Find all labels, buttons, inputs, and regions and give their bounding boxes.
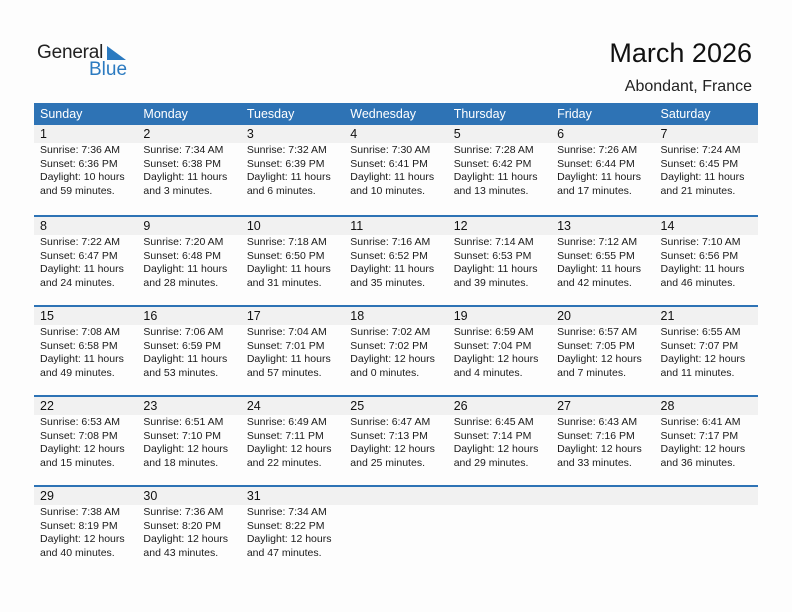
daylight-text: and 21 minutes. — [660, 184, 736, 197]
daylight-text: and 29 minutes. — [453, 456, 529, 469]
sunrise-text: Sunrise: 7:38 AM — [40, 506, 120, 518]
daylight-text: and 49 minutes. — [40, 366, 115, 379]
day-number: 8 — [40, 219, 47, 233]
day-cell — [448, 235, 551, 290]
day-number: 13 — [557, 219, 572, 233]
daylight-text: Daylight: 11 hours — [40, 353, 124, 366]
sunrise-text: Sunrise: 7:06 AM — [143, 326, 224, 338]
sunset-text: Sunset: 6:48 PM — [143, 249, 222, 262]
day-info-band — [34, 415, 758, 470]
day-cell — [241, 415, 344, 470]
day-cell — [34, 505, 137, 560]
daylight-text: and 59 minutes. — [40, 184, 115, 197]
sunset-text: Sunset: 8:20 PM — [143, 519, 222, 532]
daylight-text: and 24 minutes. — [40, 276, 115, 289]
sunset-text: Sunset: 7:08 PM — [40, 429, 118, 442]
day-number: 5 — [453, 127, 461, 141]
sunrise-text: Sunrise: 7:22 AM — [40, 236, 120, 248]
daylight-text: and 31 minutes. — [246, 276, 322, 289]
daylight-text: Daylight: 12 hours — [40, 443, 125, 456]
sunrise-text: Sunrise: 7:14 AM — [453, 236, 534, 248]
day-cell — [551, 505, 654, 560]
weekday-thursday: Thursday — [453, 107, 506, 121]
daylight-text: and 3 minutes. — [143, 184, 213, 197]
logo-general-text: General — [37, 42, 104, 63]
day-number: 20 — [557, 309, 572, 323]
sunset-text: Sunset: 6:39 PM — [246, 157, 325, 170]
week-row — [34, 215, 758, 305]
logo-blue-text: Blue — [89, 59, 128, 80]
day-cell — [655, 505, 758, 560]
daylight-text: and 4 minutes. — [453, 366, 523, 379]
sunrise-text: Sunrise: 7:18 AM — [246, 236, 327, 248]
day-number: 27 — [557, 399, 572, 413]
daylight-text: Daylight: 12 hours — [350, 443, 435, 456]
day-number: 18 — [350, 309, 365, 323]
day-number-band — [34, 307, 758, 325]
daylight-text: Daylight: 11 hours — [143, 263, 228, 276]
sunrise-text: Sunrise: 6:53 AM — [40, 416, 120, 428]
daylight-text: Daylight: 12 hours — [246, 443, 332, 456]
daylight-text: and 25 minutes. — [350, 456, 425, 469]
day-number: 31 — [246, 489, 261, 503]
sunset-text: Sunset: 6:47 PM — [40, 249, 118, 262]
day-info-band — [34, 325, 758, 380]
day-cell — [551, 235, 654, 290]
sunrise-text: Sunrise: 7:34 AM — [143, 144, 224, 156]
day-number — [551, 487, 654, 505]
sunset-text: Sunset: 6:52 PM — [350, 249, 428, 262]
daylight-text: Daylight: 11 hours — [557, 263, 641, 276]
sunset-text: Sunset: 7:11 PM — [246, 429, 324, 442]
daylight-text: and 36 minutes. — [660, 456, 736, 469]
sunset-text: Sunset: 8:19 PM — [40, 519, 118, 532]
daylight-text: Daylight: 12 hours — [143, 533, 229, 546]
daylight-text: Daylight: 12 hours — [143, 443, 229, 456]
sunset-text: Sunset: 8:22 PM — [246, 519, 325, 532]
day-number: 25 — [350, 399, 365, 413]
daylight-text: Daylight: 12 hours — [557, 353, 642, 366]
day-number: 17 — [246, 309, 261, 323]
daylight-text: Daylight: 11 hours — [143, 171, 228, 184]
sunrise-text: Sunrise: 7:16 AM — [350, 236, 431, 248]
day-cell — [241, 143, 344, 198]
day-number: 24 — [246, 399, 261, 413]
sunset-text: Sunset: 7:14 PM — [453, 429, 532, 442]
day-number-band — [34, 487, 758, 505]
sunrise-text: Sunrise: 7:10 AM — [660, 236, 741, 248]
daylight-text: Daylight: 11 hours — [246, 353, 331, 366]
sunrise-text: Sunrise: 7:36 AM — [40, 144, 120, 156]
sunset-text: Sunset: 6:56 PM — [660, 249, 739, 262]
daylight-text: and 46 minutes. — [660, 276, 736, 289]
daylight-text: and 11 minutes. — [660, 366, 735, 379]
sunrise-text: Sunrise: 6:49 AM — [246, 416, 327, 428]
daylight-text: Daylight: 12 hours — [660, 353, 746, 366]
sunrise-text: Sunrise: 7:26 AM — [557, 144, 638, 156]
sunrise-text: Sunrise: 6:57 AM — [557, 326, 638, 338]
sunset-text: Sunset: 6:42 PM — [453, 157, 532, 170]
day-number: 9 — [143, 219, 151, 233]
day-cell — [655, 235, 758, 290]
day-number: 30 — [143, 489, 158, 503]
day-number: 7 — [660, 127, 668, 141]
sunset-text: Sunset: 7:10 PM — [143, 429, 222, 442]
day-cell — [344, 505, 447, 560]
day-number-band — [34, 125, 758, 143]
sunset-text: Sunset: 6:53 PM — [453, 249, 532, 262]
day-cell — [34, 415, 137, 470]
daylight-text: and 0 minutes. — [350, 366, 420, 379]
daylight-text: Daylight: 11 hours — [660, 171, 745, 184]
day-info-band — [34, 505, 758, 560]
day-number: 29 — [40, 489, 54, 503]
daylight-text: and 7 minutes. — [557, 366, 626, 379]
daylight-text: Daylight: 11 hours — [143, 353, 228, 366]
sunrise-text: Sunrise: 7:30 AM — [350, 144, 431, 156]
location-label: Abondant, France — [624, 78, 752, 95]
daylight-text: Daylight: 12 hours — [350, 353, 435, 366]
day-cell — [551, 143, 654, 198]
sunrise-text: Sunrise: 6:41 AM — [660, 416, 741, 428]
day-number: 10 — [246, 219, 261, 233]
sunset-text: Sunset: 6:55 PM — [557, 249, 635, 262]
sunset-text: Sunset: 6:58 PM — [40, 339, 118, 352]
daylight-text: Daylight: 11 hours — [350, 263, 435, 276]
day-number: 3 — [246, 127, 254, 141]
sunset-text: Sunset: 6:44 PM — [557, 157, 635, 170]
day-cell — [344, 143, 447, 198]
sunrise-text: Sunrise: 6:43 AM — [557, 416, 638, 428]
sunrise-text: Sunrise: 6:47 AM — [350, 416, 431, 428]
day-number: 16 — [143, 309, 158, 323]
day-number: 1 — [40, 127, 47, 141]
day-cell — [34, 325, 137, 380]
sunrise-text: Sunrise: 7:12 AM — [557, 236, 638, 248]
day-number: 19 — [453, 309, 468, 323]
day-cell — [137, 415, 240, 470]
sunrise-text: Sunrise: 6:55 AM — [660, 326, 741, 338]
sunset-text: Sunset: 7:02 PM — [350, 339, 428, 352]
calendar — [34, 103, 758, 575]
daylight-text: and 28 minutes. — [143, 276, 219, 289]
day-number: 4 — [350, 127, 358, 141]
sunrise-text: Sunrise: 7:04 AM — [246, 326, 327, 338]
sunrise-text: Sunrise: 7:36 AM — [143, 506, 224, 518]
daylight-text: and 40 minutes. — [40, 546, 115, 559]
sunset-text: Sunset: 7:05 PM — [557, 339, 635, 352]
daylight-text: Daylight: 11 hours — [453, 171, 538, 184]
sunset-text: Sunset: 7:17 PM — [660, 429, 739, 442]
day-info-band — [34, 143, 758, 198]
day-number: 15 — [40, 309, 54, 323]
daylight-text: Daylight: 11 hours — [246, 171, 331, 184]
daylight-text: Daylight: 12 hours — [40, 533, 125, 546]
day-number: 26 — [453, 399, 468, 413]
day-cell — [137, 325, 240, 380]
sunset-text: Sunset: 7:04 PM — [453, 339, 532, 352]
day-cell — [344, 325, 447, 380]
daylight-text: and 33 minutes. — [557, 456, 632, 469]
day-number: 23 — [143, 399, 158, 413]
sunrise-text: Sunrise: 7:28 AM — [453, 144, 534, 156]
day-number: 11 — [350, 219, 364, 233]
sunset-text: Sunset: 7:07 PM — [660, 339, 739, 352]
day-number: 12 — [453, 219, 468, 233]
daylight-text: Daylight: 12 hours — [453, 443, 539, 456]
weekday-sunday: Sunday — [40, 107, 83, 121]
sunrise-text: Sunrise: 6:45 AM — [453, 416, 534, 428]
sunset-text: Sunset: 7:16 PM — [557, 429, 635, 442]
daylight-text: and 22 minutes. — [246, 456, 322, 469]
sunset-text: Sunset: 6:45 PM — [660, 157, 739, 170]
daylight-text: Daylight: 12 hours — [246, 533, 332, 546]
day-cell — [448, 325, 551, 380]
sunset-text: Sunset: 6:36 PM — [40, 157, 118, 170]
sunset-text: Sunset: 6:59 PM — [143, 339, 222, 352]
day-cell — [34, 235, 137, 290]
sunset-text: Sunset: 7:01 PM — [246, 339, 325, 352]
day-cell — [655, 415, 758, 470]
weekday-friday: Friday — [557, 107, 592, 121]
sunrise-text: Sunrise: 7:08 AM — [40, 326, 120, 338]
day-cell — [137, 143, 240, 198]
daylight-text: and 15 minutes. — [40, 456, 115, 469]
daylight-text: Daylight: 12 hours — [660, 443, 746, 456]
daylight-text: Daylight: 11 hours — [40, 263, 124, 276]
daylight-text: and 42 minutes. — [557, 276, 632, 289]
daylight-text: and 35 minutes. — [350, 276, 425, 289]
day-cell — [344, 415, 447, 470]
day-cell — [241, 505, 344, 560]
day-number-band — [34, 397, 758, 415]
day-number: 22 — [40, 399, 54, 413]
daylight-text: Daylight: 12 hours — [453, 353, 539, 366]
daylight-text: and 43 minutes. — [143, 546, 219, 559]
daylight-text: Daylight: 12 hours — [557, 443, 642, 456]
sunset-text: Sunset: 7:13 PM — [350, 429, 428, 442]
day-number: 14 — [660, 219, 675, 233]
sunrise-text: Sunrise: 7:20 AM — [143, 236, 224, 248]
day-cell — [137, 235, 240, 290]
week-row — [34, 395, 758, 485]
daylight-text: and 13 minutes. — [453, 184, 529, 197]
daylight-text: Daylight: 11 hours — [660, 263, 745, 276]
daylight-text: Daylight: 11 hours — [350, 171, 435, 184]
day-cell — [655, 143, 758, 198]
sunrise-text: Sunrise: 6:59 AM — [453, 326, 534, 338]
sunset-text: Sunset: 6:38 PM — [143, 157, 222, 170]
day-cell — [448, 415, 551, 470]
daylight-text: Daylight: 11 hours — [246, 263, 331, 276]
day-cell — [655, 325, 758, 380]
sunrise-text: Sunrise: 7:34 AM — [246, 506, 327, 518]
weekday-wednesday: Wednesday — [350, 107, 417, 121]
day-cell — [448, 143, 551, 198]
daylight-text: and 17 minutes. — [557, 184, 632, 197]
day-number — [344, 487, 447, 505]
daylight-text: and 47 minutes. — [246, 546, 322, 559]
daylight-text: and 18 minutes. — [143, 456, 219, 469]
daylight-text: Daylight: 10 hours — [40, 171, 125, 184]
day-cell — [448, 505, 551, 560]
sunrise-text: Sunrise: 7:02 AM — [350, 326, 431, 338]
day-number — [448, 487, 551, 505]
day-number: 28 — [660, 399, 675, 413]
daylight-text: and 39 minutes. — [453, 276, 529, 289]
day-cell — [241, 325, 344, 380]
day-cell — [241, 235, 344, 290]
week-row — [34, 125, 758, 215]
daylight-text: Daylight: 11 hours — [557, 171, 641, 184]
daylight-text: and 57 minutes. — [246, 366, 322, 379]
sunrise-text: Sunrise: 6:51 AM — [143, 416, 224, 428]
logo — [37, 42, 137, 82]
daylight-text: and 10 minutes. — [350, 184, 425, 197]
day-number — [655, 487, 758, 505]
day-cell — [34, 143, 137, 198]
weekday-tuesday: Tuesday — [246, 107, 295, 121]
day-cell — [551, 415, 654, 470]
day-number-band — [34, 217, 758, 235]
week-row — [34, 305, 758, 395]
day-number: 21 — [660, 309, 675, 323]
day-cell — [344, 235, 447, 290]
day-info-band — [34, 235, 758, 290]
day-cell — [551, 325, 654, 380]
day-cell — [137, 505, 240, 560]
page-title: March 2026 — [609, 38, 752, 68]
weekday-monday: Monday — [143, 107, 188, 121]
weekday-header — [34, 103, 758, 125]
sunset-text: Sunset: 6:50 PM — [246, 249, 325, 262]
daylight-text: Daylight: 11 hours — [453, 263, 538, 276]
day-number: 2 — [143, 127, 151, 141]
sunrise-text: Sunrise: 7:32 AM — [246, 144, 327, 156]
weekday-saturday: Saturday — [660, 107, 711, 121]
sunrise-text: Sunrise: 7:24 AM — [660, 144, 741, 156]
week-row — [34, 485, 758, 575]
daylight-text: and 53 minutes. — [143, 366, 219, 379]
day-number: 6 — [557, 127, 565, 141]
sunset-text: Sunset: 6:41 PM — [350, 157, 428, 170]
daylight-text: and 6 minutes. — [246, 184, 316, 197]
